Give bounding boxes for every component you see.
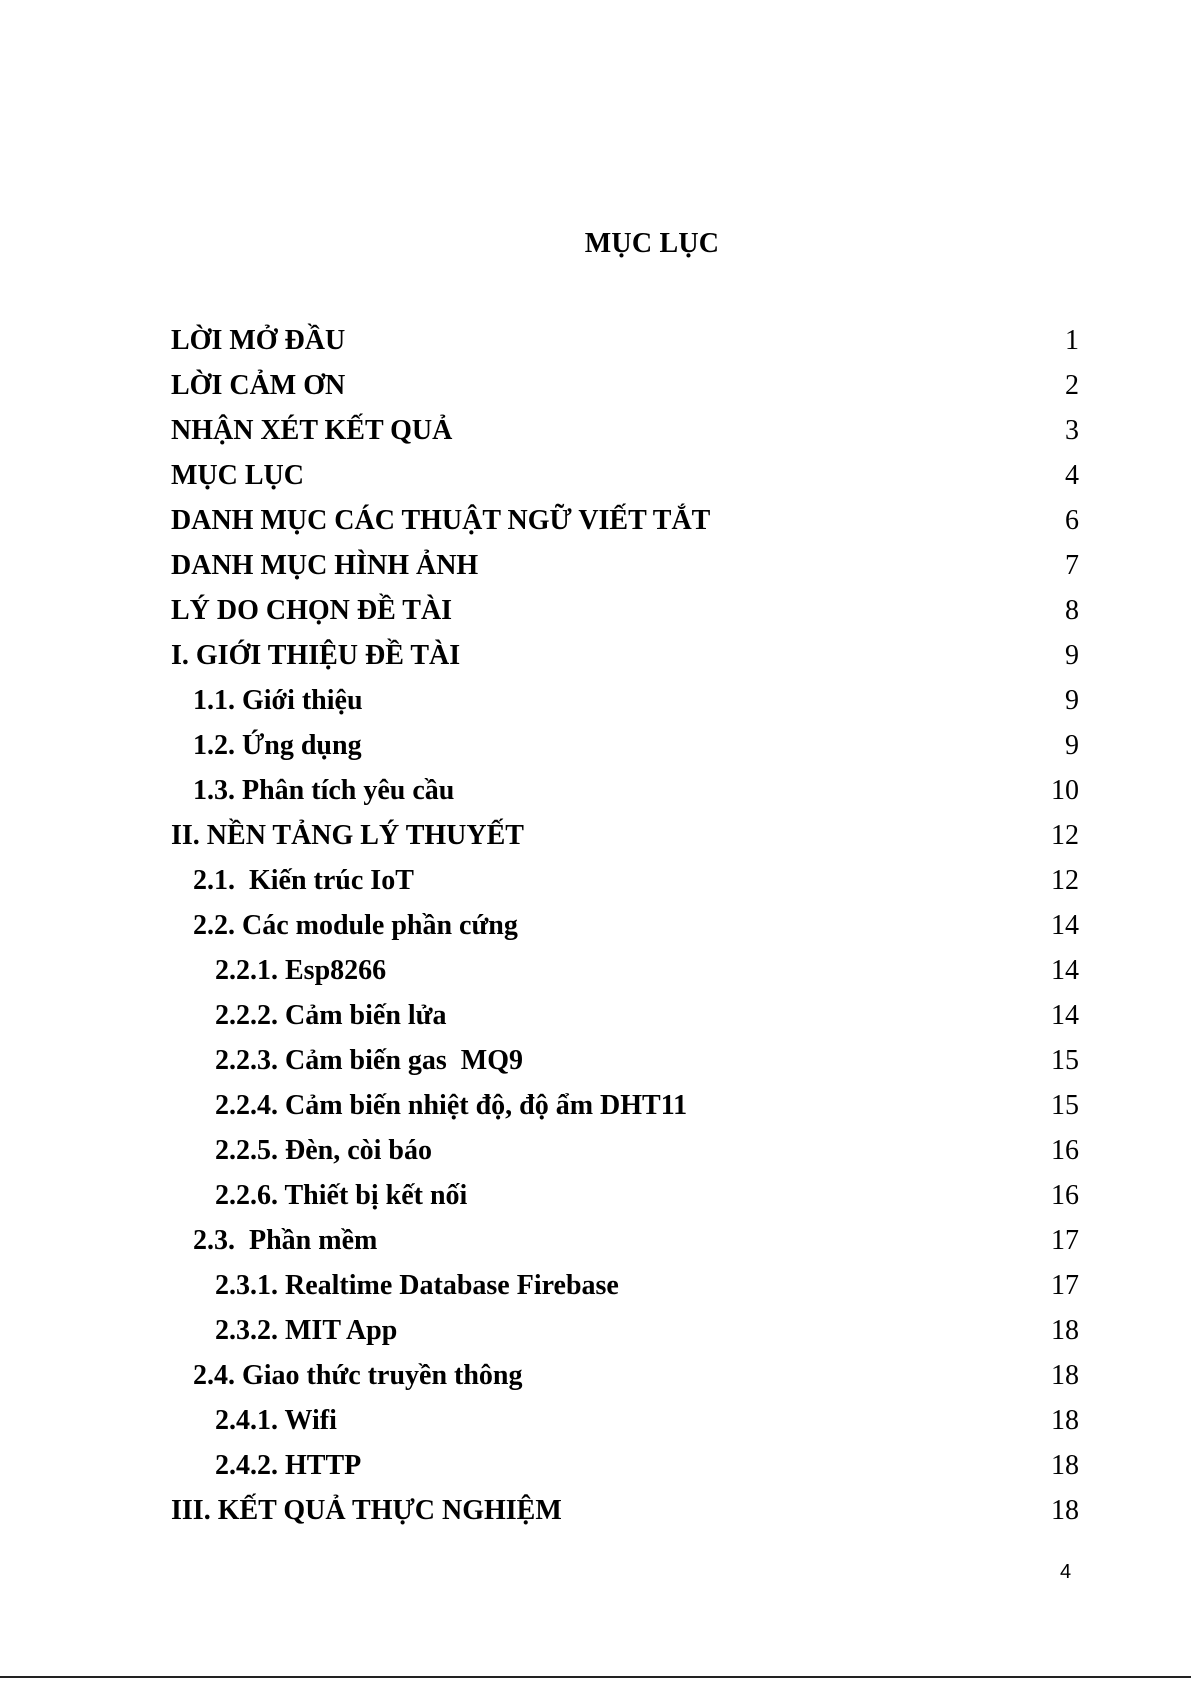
toc-entry[interactable]: [171, 1308, 1079, 1353]
toc-entry-page: 12: [1051, 865, 1079, 896]
toc-entry-label: 1.2. Ứng dụng: [193, 730, 362, 761]
toc-entry-page: 1: [1065, 325, 1079, 356]
toc-entry-label: I. GIỚI THIỆU ĐỀ TÀI: [171, 640, 461, 671]
toc-entry-page: 15: [1051, 1045, 1079, 1076]
toc-entry-label: III. KẾT QUẢ THỰC NGHIỆM: [171, 1495, 562, 1526]
toc-entry[interactable]: [171, 1038, 1079, 1083]
toc-entry-label: NHẬN XÉT KẾT QUẢ: [171, 415, 453, 446]
toc-entry[interactable]: [171, 768, 1079, 813]
toc-entry-page: 9: [1065, 730, 1079, 761]
toc-entry-label: 2.3. Phần mềm: [193, 1225, 378, 1256]
toc-entry-page: 8: [1065, 595, 1079, 626]
toc-entry-label: 2.2.1. Esp8266: [215, 955, 387, 986]
toc-entry-page: 16: [1051, 1180, 1079, 1211]
toc-entry-page: 10: [1051, 775, 1079, 806]
toc-entry[interactable]: [171, 858, 1079, 903]
toc-entry-label: 2.3.1. Realtime Database Firebase: [215, 1270, 619, 1301]
toc-entry-page: 6: [1065, 505, 1079, 536]
toc-entry-label: LÝ DO CHỌN ĐỀ TÀI: [171, 595, 453, 626]
toc-entry-page: 18: [1051, 1315, 1079, 1346]
toc-entry-label: 2.3.2. MIT App: [215, 1315, 398, 1346]
toc-entry-page: 16: [1051, 1135, 1079, 1166]
toc-entry-label: LỜI MỞ ĐẦU: [171, 325, 346, 356]
bottom-rule: [0, 1676, 1191, 1678]
toc-entry[interactable]: [171, 453, 1079, 498]
toc-entry-page: 14: [1051, 1000, 1079, 1031]
toc-entry-label: DANH MỤC CÁC THUẬT NGỮ VIẾT TẮT: [171, 505, 711, 536]
toc-entry-page: 14: [1051, 955, 1079, 986]
toc-entry-label: 2.4. Giao thức truyền thông: [193, 1360, 523, 1391]
toc-entry-page: 17: [1051, 1225, 1079, 1256]
toc-entry-page: 12: [1051, 820, 1079, 851]
toc-entry-label: 1.3. Phân tích yêu cầu: [193, 775, 455, 806]
toc-entry-label: II. NỀN TẢNG LÝ THUYẾT: [171, 820, 524, 851]
table-of-contents: [171, 318, 1079, 1533]
toc-entry[interactable]: [171, 1218, 1079, 1263]
toc-entry-page: 18: [1051, 1405, 1079, 1436]
toc-entry-page: 9: [1065, 685, 1079, 716]
toc-entry-page: 18: [1051, 1450, 1079, 1481]
toc-entry[interactable]: [171, 498, 1079, 543]
toc-entry[interactable]: [171, 678, 1079, 723]
toc-entry-label: 2.2.4. Cảm biến nhiệt độ, độ ẩm DHT11: [215, 1090, 688, 1121]
page-number: 4: [1060, 1561, 1072, 1583]
toc-entry-page: 18: [1051, 1495, 1079, 1526]
toc-entry[interactable]: [171, 1398, 1079, 1443]
toc-entry-page: 3: [1065, 415, 1079, 446]
toc-entry[interactable]: [171, 1443, 1079, 1488]
toc-entry[interactable]: [171, 723, 1079, 768]
toc-entry[interactable]: [171, 1488, 1079, 1533]
toc-entry-label: LỜI CẢM ƠN: [171, 370, 346, 401]
toc-entry-label: 2.4.1. Wifi: [215, 1405, 337, 1436]
page-title: MỤC LỤC: [584, 228, 720, 259]
toc-entry-label: DANH MỤC HÌNH ẢNH: [171, 550, 479, 581]
toc-entry-label: 2.2.3. Cảm biến gas MQ9: [215, 1045, 523, 1076]
toc-entry[interactable]: [171, 1083, 1079, 1128]
toc-entry-page: 9: [1065, 640, 1079, 671]
toc-entry[interactable]: [171, 948, 1079, 993]
toc-entry-page: 14: [1051, 910, 1079, 941]
toc-entry-label: 1.1. Giới thiệu: [193, 685, 363, 716]
toc-entry-label: 2.2.5. Đèn, còi báo: [215, 1135, 432, 1166]
toc-entry-page: 4: [1065, 460, 1079, 491]
toc-entry[interactable]: [171, 543, 1079, 588]
toc-entry-label: 2.2.2. Cảm biến lửa: [215, 1000, 447, 1031]
toc-entry-label: 2.1. Kiến trúc IoT: [193, 865, 414, 896]
toc-entry[interactable]: [171, 588, 1079, 633]
toc-entry[interactable]: [171, 1353, 1079, 1398]
toc-entry[interactable]: [171, 318, 1079, 363]
toc-entry-label: 2.2. Các module phần cứng: [193, 910, 518, 941]
toc-entry-page: 2: [1065, 370, 1079, 401]
toc-entry-page: 15: [1051, 1090, 1079, 1121]
toc-entry[interactable]: [171, 993, 1079, 1038]
toc-entry-label: 2.4.2. HTTP: [215, 1450, 362, 1481]
toc-entry-page: 17: [1051, 1270, 1079, 1301]
toc-entry-page: 18: [1051, 1360, 1079, 1391]
toc-entry[interactable]: [171, 633, 1079, 678]
toc-entry-page: 7: [1065, 550, 1079, 581]
toc-entry[interactable]: [171, 363, 1079, 408]
toc-entry[interactable]: [171, 1128, 1079, 1173]
toc-entry[interactable]: [171, 1173, 1079, 1218]
toc-entry[interactable]: [171, 903, 1079, 948]
toc-entry-label: 2.2.6. Thiết bị kết nối: [215, 1180, 468, 1211]
toc-entry[interactable]: [171, 1263, 1079, 1308]
toc-entry[interactable]: [171, 408, 1079, 453]
toc-entry-label: MỤC LỤC: [171, 460, 304, 491]
toc-entry[interactable]: [171, 813, 1079, 858]
